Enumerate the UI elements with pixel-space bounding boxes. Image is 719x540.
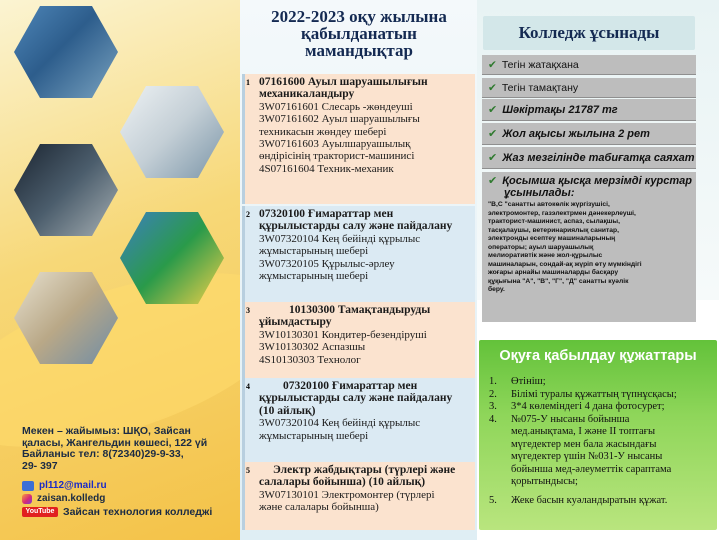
program-heading: [245, 206, 475, 233]
document-number: 3.: [489, 401, 497, 412]
heading-line: механикаландыру: [259, 88, 355, 101]
qualification-line: 3W07320104 Кең бейінді құрылыс: [259, 417, 421, 430]
document-text: Білімі туралы құжаттың түпнұсқасы;: [511, 388, 677, 400]
contact-line: 29- 397: [22, 459, 58, 472]
short-courses: [482, 172, 696, 322]
heading-line: 07320100 Ғимараттар мен: [283, 380, 418, 392]
courses-line: электромонтер, газэлектрмен дәнекерлеуші,: [488, 209, 636, 217]
youtube-icon: YouTube: [22, 507, 58, 517]
courses-line: операторы; ауыл шаруашылық: [488, 243, 594, 251]
program-qualifications: [245, 233, 475, 283]
program-number: 2: [246, 210, 250, 219]
qualification-line: 4S10130303 Технолог: [259, 353, 361, 366]
email-row[interactable]: [22, 479, 212, 492]
offer-item: [482, 147, 696, 169]
admission-documents: [479, 340, 717, 530]
programs-title: [246, 8, 472, 59]
heading-line: 10130300 Тамақтандыруды: [289, 304, 431, 316]
document-text: бойынша мед-әлеуметтік сараптама: [511, 463, 672, 475]
program-heading: [245, 74, 475, 101]
qualification-line: 3W10130301 Кондитер-безендіруші: [259, 328, 427, 341]
offers-title: Колледж ұсынады: [483, 16, 695, 50]
program-heading: [245, 462, 475, 489]
qualification-line: жұмыстарының шебері: [259, 429, 369, 442]
heading-line: 07320100 Ғимараттар мен: [259, 208, 394, 220]
photo-welding: [14, 144, 118, 236]
courses-line: тракторист-машинист, аспаз, сылақшы,: [488, 218, 620, 225]
heading-line: салалары бойынша) (10 айлық): [259, 476, 426, 489]
document-text: мед.анықтама, І және ІІ топтағы: [511, 426, 656, 437]
qualification-line: 3W07320105 Құрылыс-әрлеу: [259, 257, 395, 270]
qualification-line: 3W07161601 Слесарь -жөндеуші: [259, 100, 413, 113]
heading-line: құрылыстарды салу және пайдалану: [259, 392, 453, 405]
program-item: [242, 462, 475, 530]
courses-line: мелиоративтік және жол-құрылыс: [488, 252, 603, 259]
check-icon: ✔: [488, 152, 498, 164]
document-item: [489, 376, 713, 389]
program-item: [242, 302, 475, 378]
document-text: №075-У нысаны бойынша: [511, 413, 630, 425]
courses-line: беру.: [488, 286, 505, 293]
courses-line: құқығына "А", "В", "Г", "Д" санатты куәлік: [488, 277, 629, 285]
qualification-line: 4S07161604 Техник-механик: [259, 162, 394, 175]
qualification-line: 3W07161603 Ауылшаруашылық: [259, 138, 411, 151]
program-number: 1: [246, 78, 250, 87]
photo-cooking-class: [120, 86, 224, 178]
contact-line: қаласы, Жангельдин көшесі, 122 үй: [22, 436, 208, 449]
courses-title-line: Қосымша қысқа мерзімді курстар: [502, 175, 692, 187]
program-item: [242, 74, 475, 204]
program-item: [242, 378, 475, 462]
instagram-icon: [22, 494, 32, 504]
program-heading: [245, 378, 475, 417]
program-number: 5: [246, 466, 250, 475]
heading-line: ұйымдастыру: [259, 316, 332, 329]
qualification-line: жұмыстарының шебері: [259, 245, 369, 258]
qualification-line: өндірісінің тракторист-машинисі: [259, 150, 415, 163]
document-text: мүгедектер үшін №031-У нысаны: [511, 451, 663, 462]
qualification-line: техникасын жөндеу шебері: [259, 125, 387, 138]
document-item: [489, 401, 713, 414]
check-icon: ✔: [488, 128, 498, 140]
document-item: [489, 495, 713, 508]
program-qualifications: [245, 329, 475, 366]
heading-line: 07161600 Ауыл шаруашылығын: [259, 76, 428, 88]
document-text: Өтініш;: [511, 376, 546, 387]
offer-label: Шәкіртақы 21787 тг: [502, 104, 618, 116]
offer-label: Жол ақысы жылына 2 рет: [502, 128, 650, 140]
offer-item: [482, 99, 696, 121]
offer-label: Жаз мезгілінде табиғатқа саяхат: [502, 152, 695, 164]
check-icon: ✔: [488, 82, 497, 94]
document-item: [489, 389, 713, 402]
document-text: Жеке басын куәландыратын құжат.: [511, 494, 668, 506]
courses-title-line: ұсынылады:: [504, 187, 575, 199]
document-number: 2.: [489, 388, 497, 400]
instagram-handle[interactable]: zaisan.kolledg: [37, 493, 106, 504]
courses-body: [488, 201, 690, 295]
title-line: мамандықтар: [305, 41, 413, 60]
check-icon: ✔: [488, 59, 497, 71]
program-item: [242, 206, 475, 302]
programs-panel: [240, 0, 477, 540]
courses-line: электронды есептеу машиналарының: [488, 235, 616, 242]
offer-item: [482, 55, 696, 75]
program-heading: [245, 302, 475, 329]
instagram-row[interactable]: [22, 492, 212, 505]
check-icon: ✔: [488, 175, 498, 187]
heading-line: (10 айлық): [259, 404, 316, 417]
heading-line: құрылыстарды салу және пайдалану: [259, 220, 453, 233]
courses-line: "В,С "санатты автокөлік жүргізушісі,: [488, 201, 610, 208]
document-number: 4.: [489, 413, 497, 425]
qualification-line: 3W07320104 Кең бейінді құрылыс: [259, 232, 421, 245]
heading-line: Электр жабдықтары (түрлері және: [273, 464, 456, 476]
courses-line: жоғары арнайы машиналарды басқару: [488, 269, 619, 276]
courses-line: машиналарын, сондай-ақ жүріп өту мүмкіндігі: [488, 260, 642, 268]
documents-list: [489, 376, 713, 507]
program-number: 3: [246, 306, 250, 315]
mail-icon: [22, 481, 34, 491]
document-text: 3*4 көлеміндегі 4 дана фотосурет;: [511, 401, 665, 412]
program-number: 4: [246, 382, 250, 391]
qualification-line: 3W07130101 Электромонтер (түрлері: [259, 488, 435, 501]
document-text: қорытындысы;: [511, 476, 578, 487]
document-text: мүгедектер мен бала жасындағы: [511, 438, 657, 450]
contact-info: [22, 426, 236, 472]
program-qualifications: [245, 489, 475, 514]
photo-tractor-workshop: [14, 6, 118, 98]
offer-label: Тегін тамақтану: [501, 82, 579, 94]
program-qualifications: [245, 417, 475, 442]
social-links: [22, 479, 212, 518]
youtube-row[interactable]: [22, 505, 212, 518]
email-link[interactable]: pl112@mail.ru: [39, 480, 107, 491]
contact-line: Байланыс тел: 8(72340)29-9-33,: [22, 448, 184, 460]
qualification-line: 3W10130302 Аспазшы: [259, 341, 366, 354]
documents-title: Оқуға қабылдау құжаттары: [499, 348, 697, 364]
document-number: 5.: [489, 494, 497, 506]
qualification-line: және салалары бойынша): [259, 501, 379, 514]
check-icon: ✔: [488, 104, 498, 116]
offer-label: Тегін жатақхана: [501, 59, 579, 71]
document-item: [489, 414, 713, 489]
courses-line: тасқалаушы, ветеринариялық санитар,: [488, 226, 619, 234]
program-qualifications: [245, 101, 475, 175]
contact-line: Мекен – жайымыз: ШҚО, Зайсан: [22, 425, 191, 437]
document-number: 1.: [489, 376, 497, 387]
qualification-line: 3W07161602 Ауыл шаруашылығы: [259, 113, 420, 126]
courses-title: [488, 175, 690, 199]
offer-item: [482, 123, 696, 145]
qualification-line: жұмыстарының шебері: [259, 270, 369, 283]
title-line: қабылданатын: [301, 24, 417, 43]
youtube-channel[interactable]: Зайсан технология колледжі: [63, 505, 213, 518]
right-panel: [477, 0, 719, 540]
offer-item: [482, 78, 696, 98]
title-line: 2022-2023 оқу жылына: [271, 7, 447, 26]
left-panel: [0, 0, 240, 540]
